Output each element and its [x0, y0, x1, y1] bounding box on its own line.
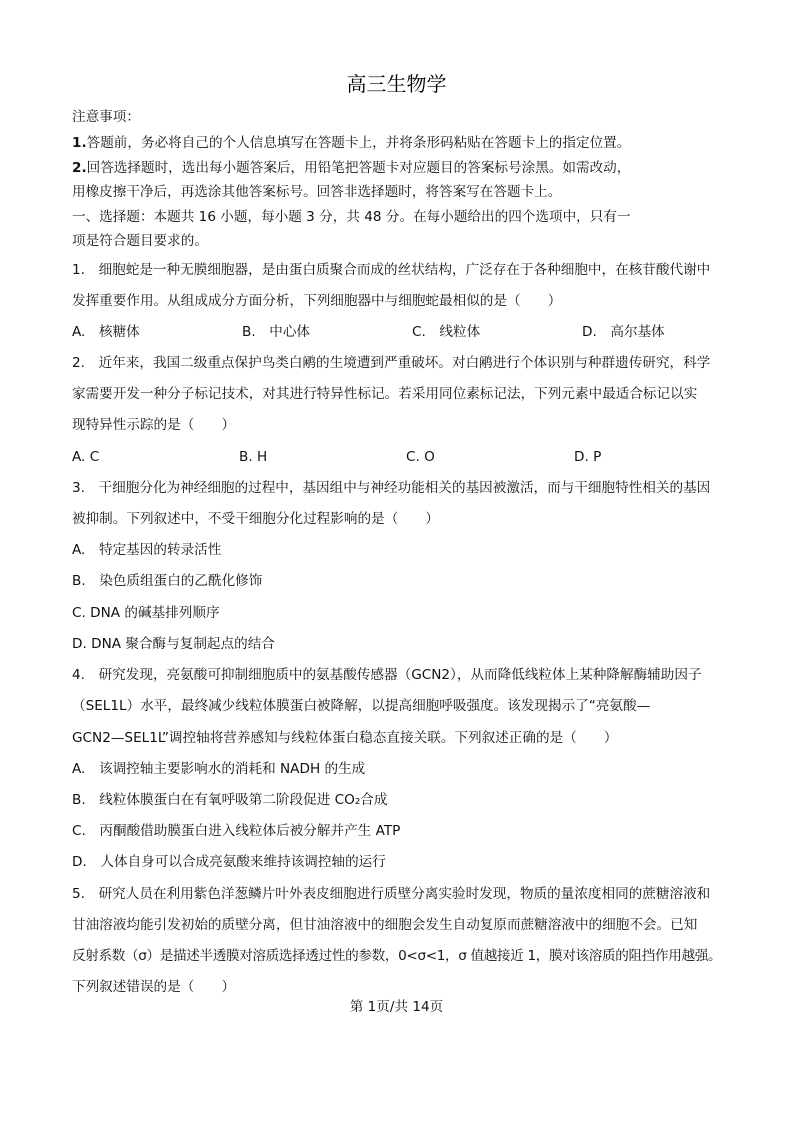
q1-option-b: B. 中心体 [242, 324, 311, 340]
q5-stem-line-4: 下列叙述错误的是（ ） [72, 979, 236, 995]
q2-stem-line-3: 现特异性示踪的是（ ） [72, 417, 236, 433]
q3-option-c: C. DNA 的碱基排列顺序 [72, 605, 220, 621]
q2-option-b: B. H [239, 449, 268, 465]
notice-1-number: 1. [72, 135, 87, 151]
q1-option-a: A. 核糖体 [72, 324, 140, 340]
q4-option-d: D. 人体自身可以合成亮氨酸来维持该调控轴的运行 [72, 854, 386, 870]
q2-option-d: D. P [574, 449, 602, 465]
q3-option-a: A. 特定基因的转录活性 [72, 542, 222, 558]
notice-item-2-cont: 用橡皮擦干净后，再选涂其他答案标号。回答非选择题时，将答案写在答题卡上。 [72, 184, 562, 200]
notice-item-1 [72, 134, 630, 152]
q4-stem-line-2: （SEL1L）水平，最终减少线粒体膜蛋白被降解，以提高细胞呼吸强度。该发现揭示了“亮氨酸— [72, 698, 651, 714]
q2-stem-line-1: 2. 近年来，我国二级重点保护鸟类白鹇的生境遭到严重破坏。对白鹇进行个体识别与种群遗传研究，科学 [72, 355, 711, 371]
q1-stem-line-2: 发挥重要作用。从组成成分方面分析，下列细胞器中与细胞蛇最相似的是（ ） [72, 293, 562, 309]
q3-stem-line-2: 被抑制。下列叙述中，不受干细胞分化过程影响的是（ ） [72, 511, 440, 527]
notice-heading: 注意事项： [72, 109, 140, 125]
q4-stem-line-3: GCN2—SEL1L”调控轴将营养感知与线粒体蛋白稳态直接关联。下列叙述正确的是（ ） [72, 730, 618, 746]
q4-option-c: C. 丙酮酸借助膜蛋白进入线粒体后被分解并产生 ATP [72, 823, 401, 839]
q1-stem-line-1: 1. 细胞蛇是一种无膜细胞器，是由蛋白质聚合而成的丝状结构，广泛存在于各种细胞中，在核苷酸代谢中 [72, 262, 711, 278]
q2-option-c: C. O [406, 449, 435, 465]
notice-item-2 [72, 159, 630, 177]
q1-option-c: C. 线粒体 [412, 324, 481, 340]
notice-1-text: 答题前，务必将自己的个人信息填写在答题卡上，并将条形码粘贴在答题卡上的指定位置。 [86, 135, 631, 151]
section-heading: 一、选择题：本题共 16 小题，每小题 3 分，共 48 分。在每小题给出的四个选项中，只有一 [72, 209, 631, 225]
q4-option-b: B. 线粒体膜蛋白在有氧呼吸第二阶段促进 CO₂合成 [72, 792, 388, 808]
q4-stem-line-1: 4. 研究发现，亮氨酸可抑制细胞质中的氨基酸传感器（GCN2），从而降低线粒体上某种降解酶辅助因子 [72, 667, 702, 683]
section-heading-cont: 项是符合题目要求的。 [72, 233, 208, 249]
notice-2-number: 2. [72, 160, 87, 176]
q3-option-d: D. DNA 聚合酶与复制起点的结合 [72, 636, 275, 652]
page-title: 高三生物学 [346, 72, 447, 96]
notice-2-text: 回答选择题时，选出每小题答案后，用铅笔把答题卡对应题目的答案标号涂黑。如需改动， [86, 160, 631, 176]
q4-option-a: A. 该调控轴主要影响水的消耗和 NADH 的生成 [72, 761, 366, 777]
q3-option-b: B. 染色质组蛋白的乙酰化修饰 [72, 573, 263, 589]
q2-option-a: A. C [72, 449, 100, 465]
q3-stem-line-1: 3. 干细胞分化为神经细胞的过程中，基因组中与神经功能相关的基因被激活，而与干细胞特性相关的基因 [72, 480, 711, 496]
q5-stem-line-2: 甘油溶液均能引发初始的质壁分离，但甘油溶液中的细胞会发生自动复原而蔗糖溶液中的细胞不会。已知 [72, 917, 698, 933]
q2-stem-line-2: 家需要开发一种分子标记技术，对其进行特异性标记。若采用同位素标记法，下列元素中最适合标记以实 [72, 386, 698, 402]
page-number-footer: 第 1页/共 14页 [349, 999, 444, 1015]
q1-option-d: D. 高尔基体 [582, 324, 665, 340]
q5-stem-line-1: 5. 研究人员在利用紫色洋葱鳞片叶外表皮细胞进行质壁分离实验时发现，物质的量浓度相同的蔗糖溶液和 [72, 886, 711, 902]
q5-stem-line-3: 反射系数（σ）是描述半透膜对溶质选择透过性的参数，0<σ<1，σ 值越接近 1，膜对该溶质的阻挡作用越强。 [72, 948, 722, 964]
